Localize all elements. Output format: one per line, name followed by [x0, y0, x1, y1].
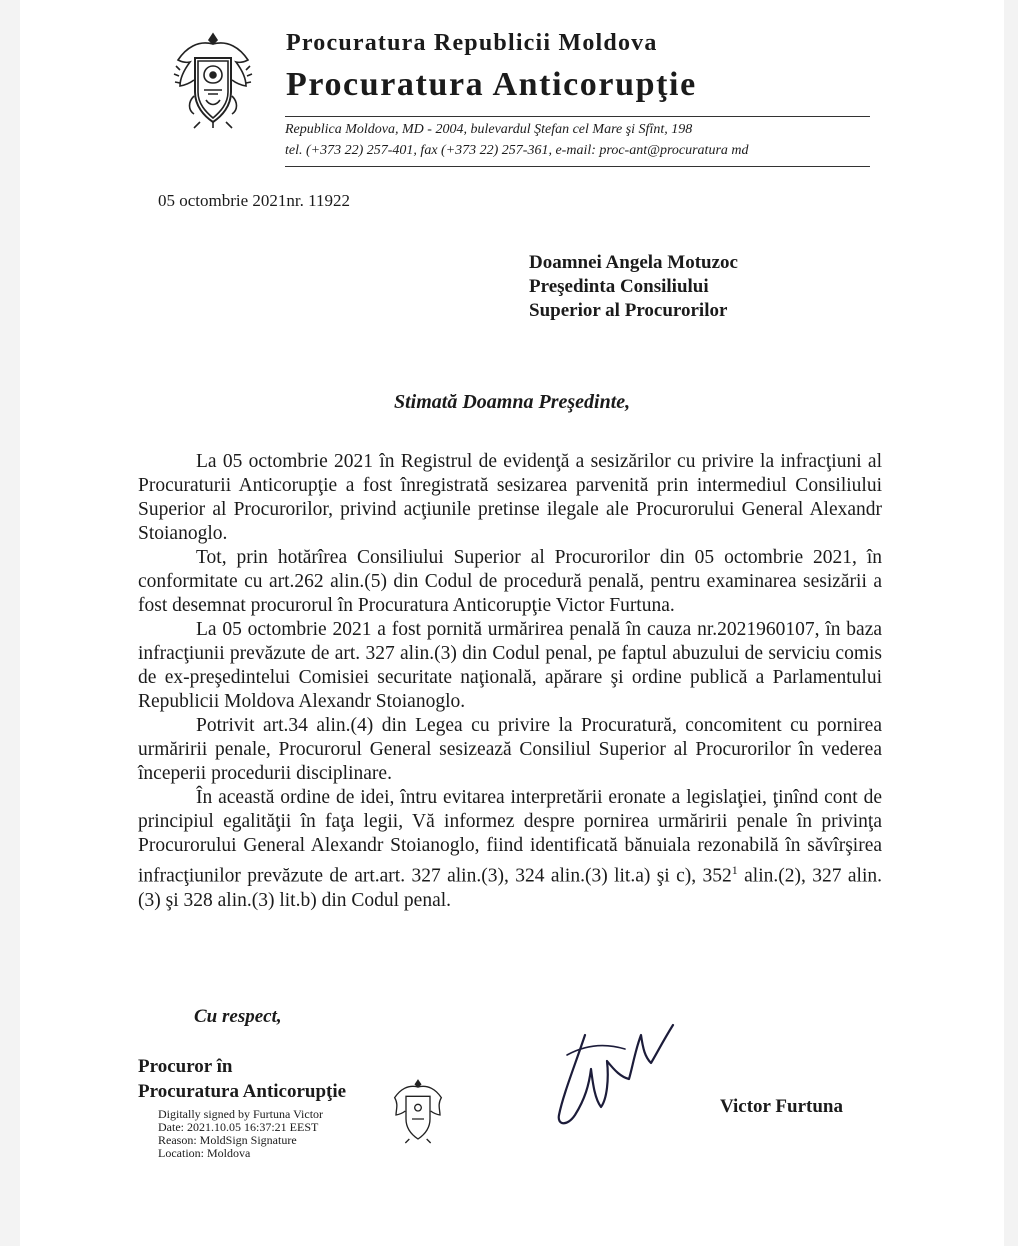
address-line: Republica Moldova, MD - 2004, bulevardul Ştefan cel Mare şi Sfînt, 198	[285, 122, 693, 137]
paragraph-final	[138, 786, 882, 913]
final-text-a: În această ordine de idei, întru evitarea interpretării eronate a legislaţiei, ţinînd cont de principiul egalităţii în faţa legii, Vă informez despre pornirea urmăririi penale în privinţa Procurorului General Alexandr Stoianoglo, fiind identificată bănuiala rezonabilă în săvîrşirea infracţiunilor prevăzute de art.art. 327 alin.(3), 324 alin.(3) lit.a) şi c), 352	[138, 787, 882, 887]
digital-signature-line-4: Location: Moldova	[158, 1146, 251, 1160]
signatory-name: Victor Furtuna	[720, 1096, 843, 1117]
addressee-line-3: Superior al Procurorilor	[529, 300, 728, 321]
scan-edge-left	[0, 0, 20, 1246]
paragraph: La 05 octombrie 2021 a fost pornită urmărirea penală în cauza nr.2021960107, în baza infracţiunii prevăzute de art. 327 alin.(3) din Codul penal, pe faptul abuzului de serviciu comis de ex-preşedintelui Comisiei securitate naţională, apărare şi ordine publică a Parlamentului Republicii Moldova Alexandr Stoianoglo.	[138, 619, 882, 712]
final-text-b: alin.(2), 327 alin.(3) şi 328 alin.(3) lit.b) din Codul penal.	[138, 865, 882, 911]
scan-edge-right	[1004, 0, 1018, 1246]
header-divider-top	[285, 116, 870, 117]
contact-line: tel. (+373 22) 257-401, fax (+373 22) 257-361, e-mail: proc-ant@procuratura md	[285, 143, 749, 158]
paragraph: Potrivit art.34 alin.(4) din Legea cu privire la Procuratură, concomitent cu pornirea urmăririi penale, Procurorul General sesizează Consiliul Superior al Procurorilor în vederea începerii procedurii disciplinare.	[138, 715, 882, 784]
handwritten-signature	[545, 995, 685, 1135]
signatory-title-2: Procuratura Anticorupţie	[138, 1081, 347, 1102]
coat-of-arms-icon	[168, 30, 258, 130]
addressee-line-2: Preşedinta Consiliului	[529, 276, 709, 297]
signatory-title-1: Procuror în	[138, 1056, 233, 1077]
office-name: Procuratura Anticorupţie	[286, 66, 697, 103]
date-reference: 05 octombrie 2021nr. 11922	[158, 191, 351, 210]
superscript: 1	[731, 863, 738, 877]
paragraph: Tot, prin hotărîrea Consiliului Superior al Procurorilor din 05 octombrie 2021, în conformitate cu art.262 alin.(5) din Codul de procedură penală, pentru examinarea sesizării a fost desemnat procurorul în Procuratura Anticorupţie Victor Furtuna.	[138, 547, 882, 616]
digital-signature-line-1: Digitally signed by Furtuna Victor	[158, 1107, 324, 1121]
signature-emblem-icon	[388, 1075, 448, 1147]
salutation: Stimată Doamna Preşedinte,	[394, 391, 631, 413]
paragraph: La 05 octombrie 2021 în Registrul de evidenţă a sesizărilor cu privire la infracţiuni al Procuraturii Anticorupţie a fost înregistrată sesizarea parvenită prin intermediul Consiliului Superior al Procurorilor, privind acţiunile pretinse ilegale ale Procurorului General Alexandr Stoianoglo.	[138, 451, 882, 544]
addressee-line-1: Doamnei Angela Motuzoc	[529, 252, 738, 273]
closing: Cu respect,	[194, 1006, 282, 1027]
digital-signature-line-3: Reason: MoldSign Signature	[158, 1133, 297, 1147]
digital-signature-line-2: Date: 2021.10.05 16:37:21 EEST	[158, 1120, 319, 1134]
institution-name: Procuratura Republicii Moldova	[286, 30, 658, 56]
letter-body	[138, 450, 882, 913]
header-divider-bottom	[285, 166, 870, 167]
